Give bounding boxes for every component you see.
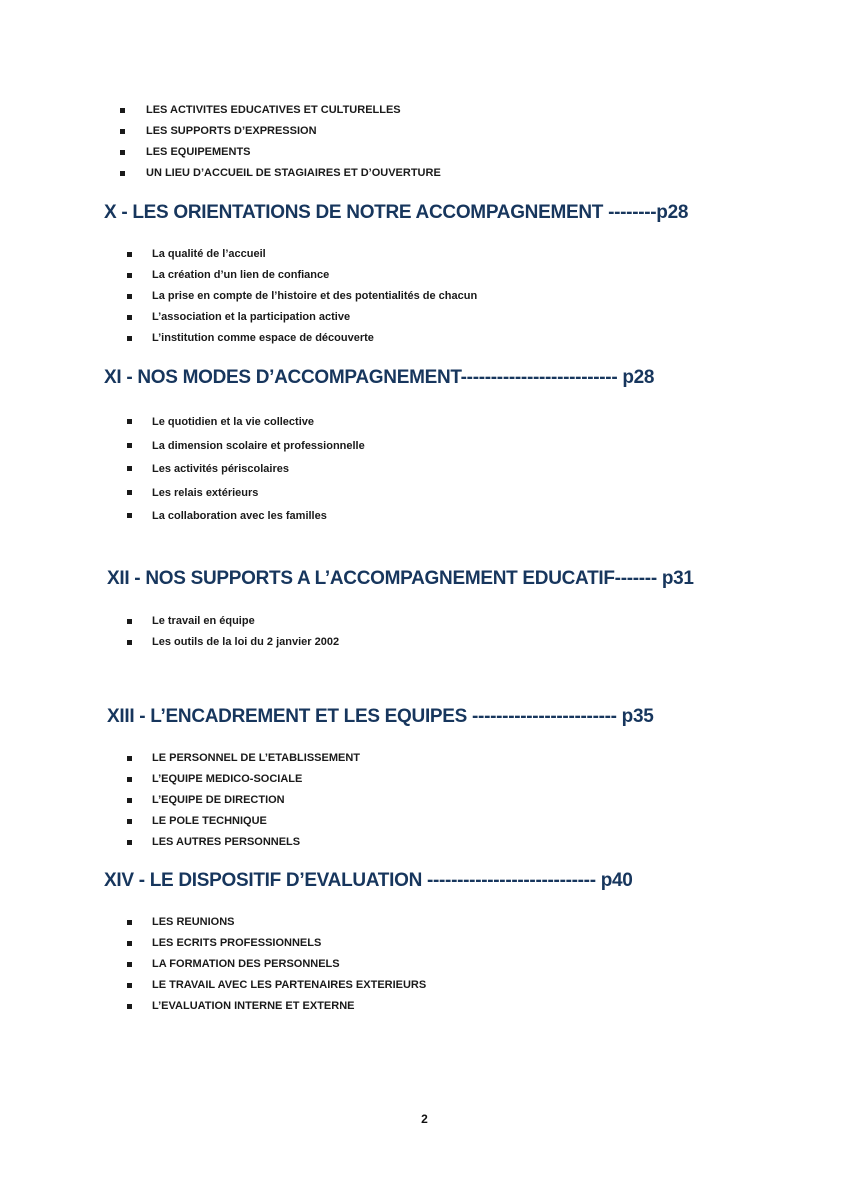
bullet-icon	[120, 171, 125, 176]
bullet-icon	[127, 443, 132, 448]
bullet-icon	[127, 336, 132, 341]
bullet-icon	[127, 252, 132, 257]
bullet-icon	[127, 513, 132, 518]
bullet-icon	[120, 150, 125, 155]
bullet-icon	[127, 920, 132, 925]
bullet-icon	[127, 294, 132, 299]
bullet-icon	[120, 108, 125, 113]
bullet-icon	[127, 756, 132, 761]
bullet-icon	[127, 419, 132, 424]
bullet-icon	[127, 273, 132, 278]
section-heading: XII - NOS SUPPORTS A L’ACCOMPAGNEMENT EDUCATIF------- p31	[107, 568, 694, 589]
bullet-icon	[127, 619, 132, 624]
bullet-icon	[127, 798, 132, 803]
section-heading: XIV - LE DISPOSITIF D’EVALUATION ---------------------------- p40	[104, 870, 633, 891]
bullet-icon	[120, 129, 125, 134]
section-heading: XIII - L’ENCADREMENT ET LES EQUIPES ------------------------ p35	[107, 706, 654, 727]
bullet-icon	[127, 962, 132, 967]
section-heading: X - LES ORIENTATIONS DE NOTRE ACCOMPAGNEMENT --------p28	[104, 202, 689, 223]
bullet-icon	[127, 941, 132, 946]
bullet-icon	[127, 640, 132, 645]
bullet-icon	[127, 315, 132, 320]
bullet-icon	[127, 840, 132, 845]
section-heading: XI - NOS MODES D’ACCOMPAGNEMENT-------------------------- p28	[104, 367, 655, 388]
document-page: LES ACTIVITES EDUCATIVES ET CULTURELLES LES SUPPORTS D’EXPRESSION LES EQUIPEMENTS UN LIEU D’ACCUEIL DE STAGIAIRES ET D’OUVERTURE X - LES ORIENTATIONS DE NOTRE ACCOMPAGNEMENT --------p28 La qualité de l’accueil La création d’un lien de confiance La prise en compte de l’histoire et des potentialités de chacun L’association et la participation active L’institution comme espace de découverte XI - NOS MODES D’ACCOMPAGNEMENT-------------------------- p28 Le quotidien et la vie collective La dimension scolaire et professionnelle Les activités périscolaires Les relais extérieurs La collaboration avec les familles XII - NOS SUPPORTS A L’ACCOMPAGNEMENT EDUCATIF------- p31 Le travail en équipe Les outils de la loi du 2 janvier 2002 XIII - L’ENCADREMENT ET LES EQUIPES ------------------------ p35 LE PERSONNEL DE L’ETABLISSEMENT L’EQUIPE MEDICO-SOCIALE L’EQUIPE DE DIRECTION LE POLE TECHNIQUE LES AUTRES PERSONNELS XIV - LE DISPOSITIF D’EVALUATION ---------------------------- p40 LES REUNIONS LES ECRITS PROFESSIONNELS LA FORMATION DES PERSONNELS LE TRAVAIL AVEC LES PARTENAIRES EXTERIEURS L’EVALUATION INTERNE ET EXTERNE 2	[0, 0, 849, 1200]
bullet-icon	[127, 819, 132, 824]
bullet-icon	[127, 1004, 132, 1009]
bullet-icon	[127, 490, 132, 495]
page-number: 2	[421, 1112, 428, 1126]
bullet-icon	[127, 466, 132, 471]
bullet-icon	[127, 983, 132, 988]
bullet-icon	[127, 777, 132, 782]
